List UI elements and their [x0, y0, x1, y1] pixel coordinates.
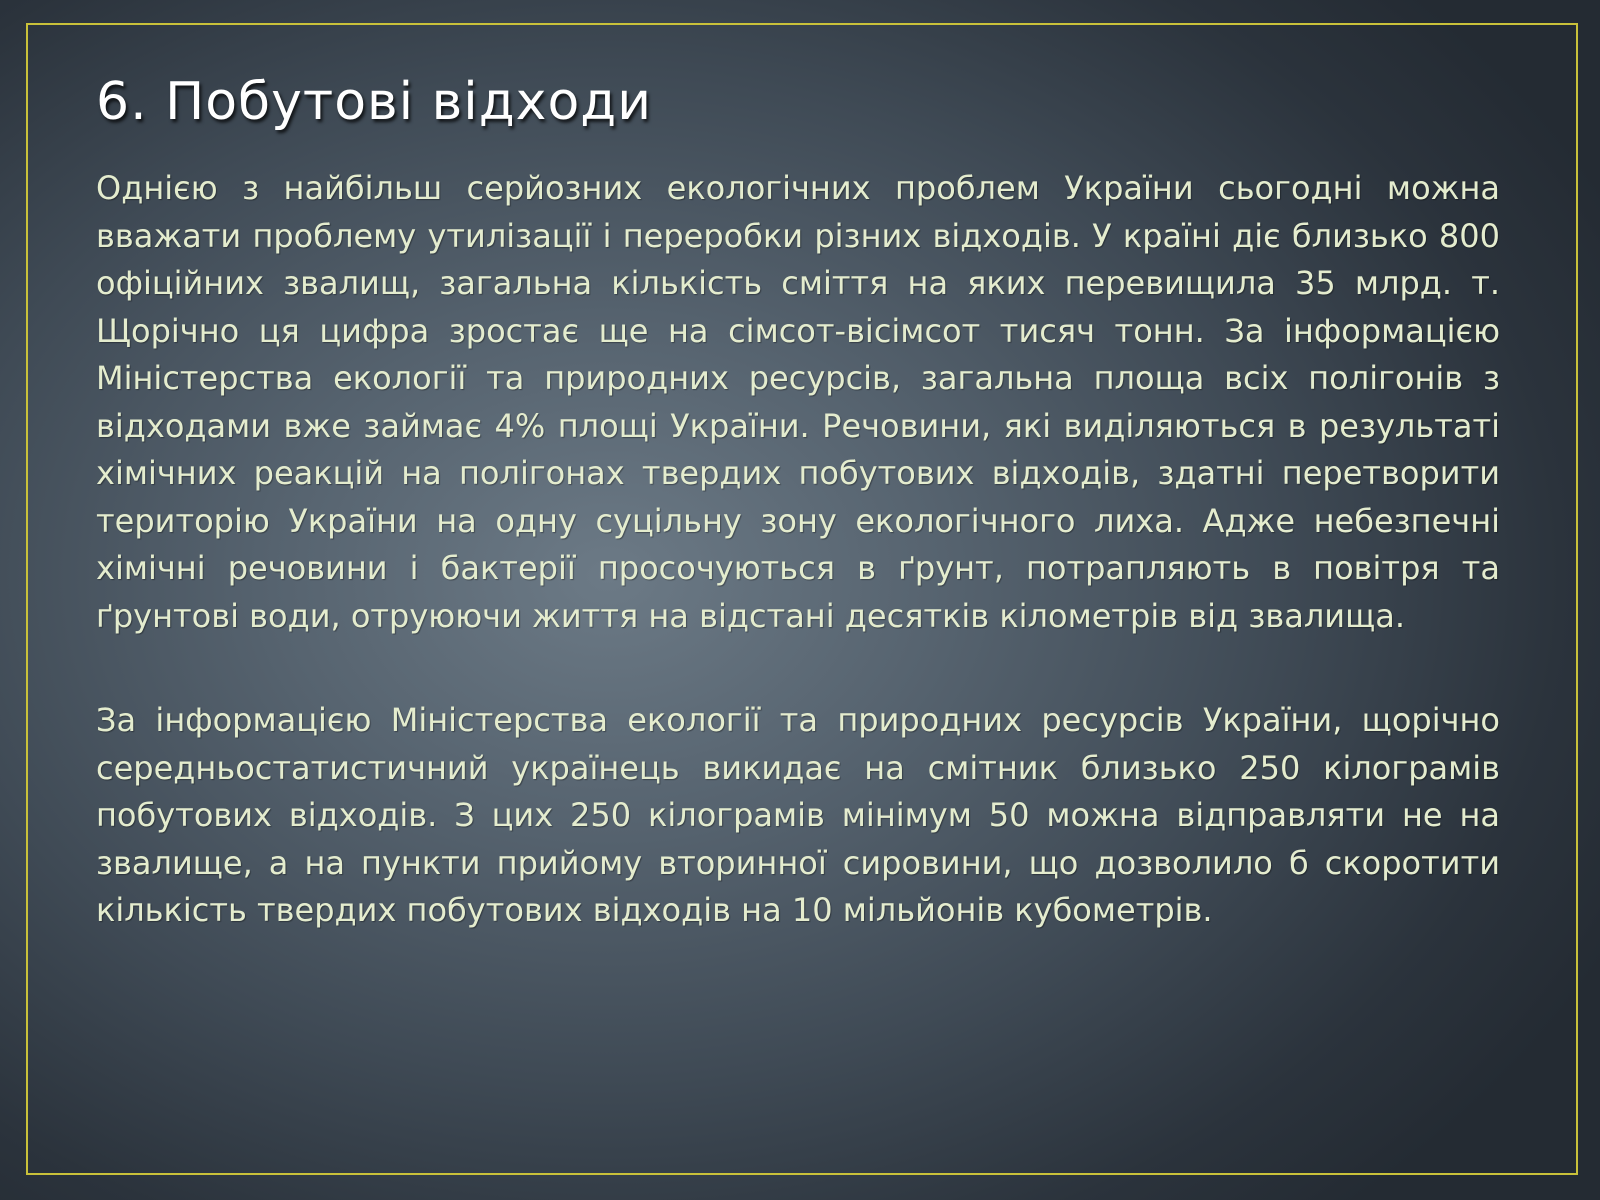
- body-paragraph-2: За інформацією Міністерства екології та природних ресурсів України, щорічно середньостатистичний українець викидає на смітник близько 250 кілограмів побутових відходів. З цих 250 кілограмів мінімум 50 можна відправляти не на звалище, а на пункти прийому вторинної сировини, що дозволило б скоротити кількість твердих побутових відходів на 10 мільйонів кубометрів.: [96, 701, 1500, 929]
- slide-body: [96, 165, 1500, 935]
- slide-title: 6. Побутові відходи: [96, 72, 653, 132]
- body-paragraph-1: Однією з найбільш серйозних екологічних проблем України сьогодні можна вважати проблему утилізації і переробки різних відходів. У країні діє близько 800 офіційних звалищ, загальна кількість сміття на яких перевищила 35 млрд. т. Щорічно ця цифра зростає ще на сімсот-вісімсот тисяч тонн. За інформацією Міністерства екології та природних ресурсів, загальна площа всіх полігонів з відходами вже займає 4% площі України. Речовини, які виділяються в результаті хімічних реакцій на полігонах твердих побутових відходів, здатні перетворити територію України на одну суцільну зону екологічного лиха. Адже небезпечні хімічні речовини і бактерії просочуються в ґрунт, потрапляють в повітря та ґрунтові води, отруюючи життя на відстані десятків кілометрів від звалища.: [96, 169, 1500, 635]
